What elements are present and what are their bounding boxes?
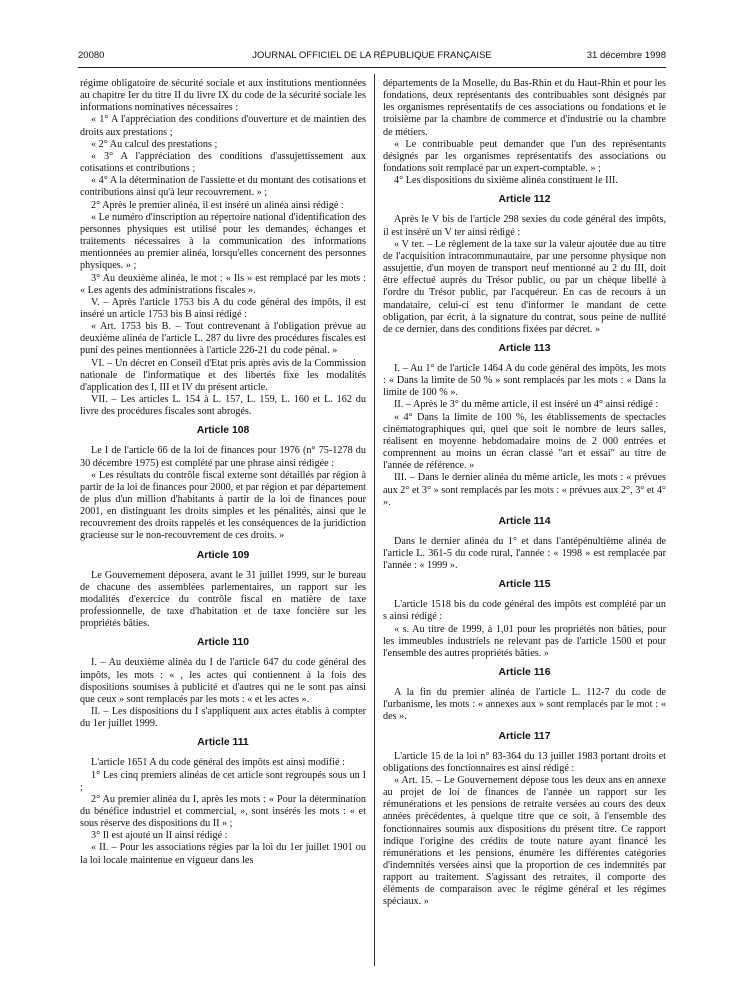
paragraph: A la fin du premier alinéa de l'article L. 112-7 du code de l'urbanisme, les mots : « annexes aux » sont remplacés par le mot : « des ». bbox=[383, 687, 666, 723]
paragraph: « Le contribuable peut demander que l'un des représentants désignés par les organismes représentatifs des associations ou fondations soit remplacé par un expert-comptable. » ; bbox=[383, 138, 666, 175]
paragraph: « Les résultats du contrôle fiscal externe sont détaillés par région à partir de la loi de finances pour 2000, et par région et par département de plus d'un million d'habitants à partir de la loi de finances pour 2001, en distinguant les droits simples et les pénalités, ainsi que le recouvrement des droits rappelés et les conséquences de la juridiction gracieuse sur le non-recouvrement de ces droits. » bbox=[80, 469, 366, 542]
paragraph: départements de la Moselle, du Bas-Rhin et du Haut-Rhin et pour les fondations, deux représentants des contribuables sont désignés par les organismes représentatifs de ces associations ou fondations et le troisième par la chambre de commerce et d'industrie ou la chambre de métiers. bbox=[383, 78, 666, 138]
article-heading: Article 109 bbox=[196, 549, 250, 561]
paragraph: « Le numéro d'inscription au répertoire national d'identification des personnes physiques est utilisé pour les demandes, échanges et traitements nécessaires à la communication des informations mentionnées au premier alinéa, lorsqu'elles concernent des personnes physiques. » ; bbox=[80, 211, 366, 272]
left-column bbox=[80, 78, 366, 867]
paragraph: 3° Il est ajouté un II ainsi rédigé : bbox=[91, 830, 228, 842]
paragraph: L'article 1651 A du code général des impôts est ainsi modifié : bbox=[91, 757, 345, 769]
paragraph: « 1° A l'appréciation des conditions d'ouverture et de maintien des droits aux prestations ; bbox=[80, 114, 366, 138]
paragraph: I. – Au 1° de l'article 1464 A du code général des impôts, les mots : « Dans la limite de 50 % » sont remplacés par les mots : « Dans la limite de 100 % ». bbox=[383, 362, 666, 399]
column-divider bbox=[374, 74, 375, 966]
paragraph: « Art. 1753 bis B. – Tout contrevenant à l'obligation prévue au deuxième alinéa de l'article L. 287 du livre des procédures fiscales est puni des peines mentionnées à l'article 226-21 du code pénal. » bbox=[80, 321, 366, 357]
paragraph: « 4° Dans la limite de 100 %, les établissements de spectacles cinématographiques qui, quel que soit le nombre de leurs salles, réalisent en moyenne hebdomadaire moins de 2 000 entrées et comprennent au moins un écran classé "art et essai" au titre de l'année de référence. » bbox=[383, 411, 666, 472]
paragraph: Dans le dernier alinéa du 1° et dans l'antépénultième alinéa de l'article L. 361-5 du code rural, l'année : « 1998 » est remplacée par l'année : « 1999 ». bbox=[383, 535, 666, 572]
paragraph: « 2° Au calcul des prestations ; bbox=[91, 138, 218, 150]
article-heading: Article 111 bbox=[197, 737, 249, 749]
paragraph: VI. – Un décret en Conseil d'Etat pris après avis de la Commission nationale de l'informatique et des libertés fixe les modalités d'application des I, III et IV du présent article. bbox=[80, 357, 366, 393]
issue-date: 31 décembre 1998 bbox=[586, 50, 666, 61]
paragraph: Le I de l'article 66 de la loi de finances pour 1976 (n° 75-1278 du 30 décembre 1975) est complété par une phrase ainsi rédigée : bbox=[80, 445, 366, 469]
paragraph: VII. – Les articles L. 154 à L. 157, L. 159, L. 160 et L. 162 du livre des procédures fiscales sont abrogés. bbox=[80, 394, 366, 418]
journal-title: JOURNAL OFFICIEL DE LA RÉPUBLIQUE FRANÇAISE bbox=[252, 50, 492, 61]
article-heading: Article 112 bbox=[498, 194, 551, 206]
article-heading: Article 113 bbox=[498, 342, 551, 354]
paragraph: 1° Les cinq premiers alinéas de cet article sont regroupés sous un I ; bbox=[80, 769, 366, 793]
page-number: 20080 bbox=[78, 50, 105, 61]
paragraph: 2° Au premier alinéa du I, après les mots : « Pour la détermination du bénéfice industriel et commercial, », sont insérés les mots : « et sous réserve des dispositions du II » ; bbox=[80, 793, 366, 830]
paragraph: Après le V bis de l'article 298 sexies du code général des impôts, il est inséré un V ter ainsi rédigé : bbox=[383, 214, 666, 238]
article-heading: Article 115 bbox=[498, 579, 551, 591]
paragraph: « 3° A l'appréciation des conditions d'assujettissement aux cotisations et contributions ; bbox=[80, 150, 366, 175]
paragraph: 4° Les dispositions du sixième alinéa constituent le III. bbox=[394, 175, 618, 187]
paragraph: « s. Au titre de 1999, à 1,01 pour les propriétés non bâties, pour les immeubles industriels ne relevant pas de l'article 1500 et pour l'ensemble des autres propriétés bâties. » bbox=[383, 623, 666, 659]
paragraph: « V ter. – Le règlement de la taxe sur la valeur ajoutée due au titre de l'acquisition intracommunautaire, par une personne physique non assujettie, d'un moyen de transport neuf mentionné au 2 du III, doit être effectué auprès du Trésor public, ou par un chèque libellé à l'ordre du Trésor public, par l'acquéreur. En cas de recours à un mandataire, celui-ci est tenu d'informer le mandant de cette obligation, par écrit, à la signature du contrat, sous peine de nullité de ce dernier, dans des conditions fixées par décret. » bbox=[383, 238, 666, 335]
paragraph: Le Gouvernement déposera, avant le 31 juillet 1999, sur le bureau de chacune des assemblées parlementaires, un rapport sur les modalités d'exercice du contrôle fiscal en matière de taxe professionnelle, de taxe d'habitation et de taxe foncière sur les propriétés bâties. bbox=[80, 569, 366, 630]
right-column bbox=[383, 78, 666, 909]
paragraph: « Art. 15. – Le Gouvernement dépose tous les deux ans en annexe au projet de loi de finances de l'année un rapport sur les rémunérations et les pensions de retraite versées au cours des deux années précédentes, à quelque titre que ce soit, à l'ensemble des fonctionnaires soumis aux dispositions du présent titre. Ce rapport indique l'origine des crédits de toute nature ayant financé les rémunérations et les pensions, énumère les différentes catégories d'indemnités versées ainsi que la proportion de ces indemnités par rapport au traitement. S'agissant des retraites, il comporte des éléments de comparaison avec le régime général et les régimes spéciaux. » bbox=[383, 774, 666, 908]
article-heading: Article 110 bbox=[197, 637, 249, 649]
article-heading: Article 114 bbox=[498, 515, 551, 527]
paragraph: L'article 15 de la loi n° 83-364 du 13 juillet 1983 portant droits et obligations des fonctionnaires est ainsi rédigé : bbox=[383, 750, 666, 774]
paragraph: II. – Les dispositions du I s'appliquent aux actes établis à compter du 1er juillet 1999. bbox=[80, 706, 366, 730]
header-rule bbox=[78, 67, 666, 68]
paragraph: « II. – Pour les associations régies par la loi du 1er juillet 1901 ou la loi locale maintenue en vigueur dans les bbox=[80, 842, 366, 866]
page-header bbox=[78, 50, 666, 64]
paragraph: II. – Après le 3° du même article, il est inséré un 4° ainsi rédigé : bbox=[394, 399, 659, 411]
paragraph: « 4° A la détermination de l'assiette et du montant des cotisations et contributions ainsi qu'à leur recouvrement. » ; bbox=[80, 175, 366, 199]
paragraph: L'article 1518 bis du code général des impôts est complété par un s ainsi rédigé : bbox=[383, 599, 666, 623]
article-heading: Article 116 bbox=[498, 667, 551, 679]
paragraph: 2° Après le premier alinéa, il est inséré un alinéa ainsi rédigé : bbox=[91, 199, 344, 211]
article-heading: Article 108 bbox=[196, 425, 250, 437]
paragraph: I. – Au deuxième alinéa du I de l'article 647 du code général des impôts, les mots : « , les actes qui contiennent à la fois des dispositions soumises à publicité et d'autres qui ne le sont pas ainsi que ceux » sont remplacés par les mots : « et les actes ». bbox=[80, 657, 366, 705]
paragraph: III. – Dans le dernier alinéa du même article, les mots : « prévues aux 2° et 3° » sont remplacés par les mots : « prévues aux 2°, 3° et 4° ». bbox=[383, 472, 666, 508]
paragraph: 3° Au deuxième alinéa, le mot : « Ils » est remplacé par les mots : « Les agents des administrations fiscales ». bbox=[80, 272, 366, 296]
paragraph: V. – Après l'article 1753 bis A du code général des impôts, il est inséré un article 1753 bis B ainsi rédigé : bbox=[80, 296, 366, 320]
paragraph: régime obligatoire de sécurité sociale et aux institutions mentionnées au chapitre Ier du titre II du livre IX du code de la sécurité sociale les informations nominatives nécessaires : bbox=[80, 78, 366, 114]
article-heading: Article 117 bbox=[498, 730, 551, 742]
